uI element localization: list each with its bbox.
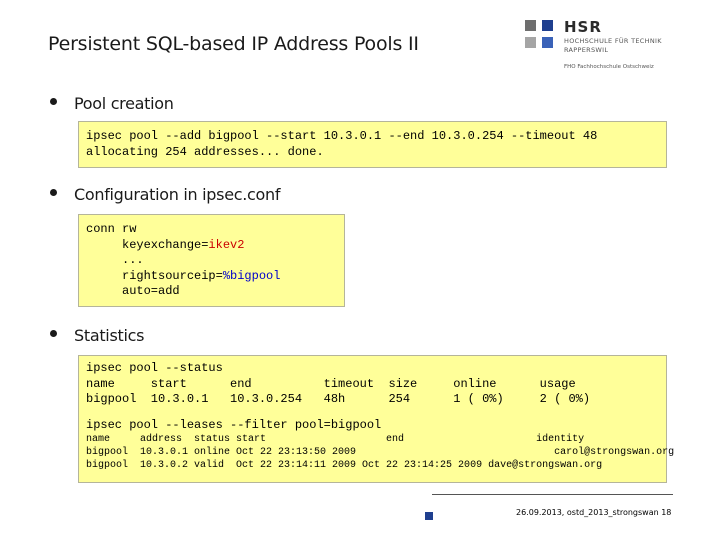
- code-line: [86, 238, 344, 254]
- code-line: ipsec pool --add bigpool --start 10.3.0.1 --end 10.3.0.254 --timeout 48: [86, 129, 598, 143]
- section-heading-pool-creation: Pool creation: [74, 94, 174, 113]
- footer-divider: [432, 494, 673, 495]
- code-line: ipsec pool --leases --filter pool=bigpool: [86, 417, 382, 432]
- logo-line-1: HOCHSCHULE FÜR TECHNIK: [564, 37, 662, 45]
- config-value: ikev2: [208, 237, 245, 252]
- logo-square-4: [542, 37, 553, 48]
- section-heading-statistics: Statistics: [74, 326, 145, 345]
- config-key: rightsourceip=: [86, 268, 223, 283]
- bullet-icon: [50, 98, 57, 105]
- bullet-icon: [50, 330, 57, 337]
- logo-square-3: [525, 37, 536, 48]
- config-value: %bigpool: [222, 268, 281, 283]
- code-block-statistics: [78, 355, 675, 483]
- logo-line-3: FHO Fachhochschule Ostschweiz: [564, 64, 654, 70]
- slide-title: Persistent SQL-based IP Address Pools II: [48, 33, 419, 55]
- code-line: conn rw: [86, 222, 137, 236]
- config-key: keyexchange=: [86, 237, 209, 252]
- section-heading-configuration: Configuration in ipsec.conf: [74, 185, 281, 204]
- logo-square-2: [542, 20, 553, 31]
- hsr-logo: [522, 20, 682, 74]
- code-line: ...: [86, 253, 144, 267]
- bullet-icon: [50, 189, 57, 196]
- code-line: ipsec pool --status: [86, 361, 223, 375]
- code-line: bigpool 10.3.0.1 online Oct 22 23:13:50 2009 carol@strongswan.org: [86, 447, 675, 458]
- footer-text: 26.09.2013, ostd_2013_strongswan 18: [516, 508, 672, 517]
- code-line: name address status start end identity: [86, 434, 585, 445]
- code-line: auto=add: [86, 284, 180, 298]
- logo-line-2: RAPPERSWIL: [564, 46, 609, 54]
- code-line: name start end timeout size online usage: [86, 376, 576, 391]
- code-block-configuration: [78, 214, 345, 307]
- code-line: allocating 254 addresses... done.: [86, 144, 324, 159]
- logo-square-1: [525, 20, 536, 31]
- code-line: [86, 269, 344, 285]
- footer-square-icon: [425, 512, 433, 520]
- code-block-pool-creation: [78, 121, 667, 168]
- code-line: bigpool 10.3.0.2 valid Oct 22 23:14:11 2009 Oct 22 23:14:25 2009 dave@strongswan.org: [86, 460, 603, 471]
- code-line: bigpool 10.3.0.1 10.3.0.254 48h 254 1 ( 0%) 2 ( 0%): [86, 392, 591, 406]
- logo-name: HSR: [564, 18, 602, 36]
